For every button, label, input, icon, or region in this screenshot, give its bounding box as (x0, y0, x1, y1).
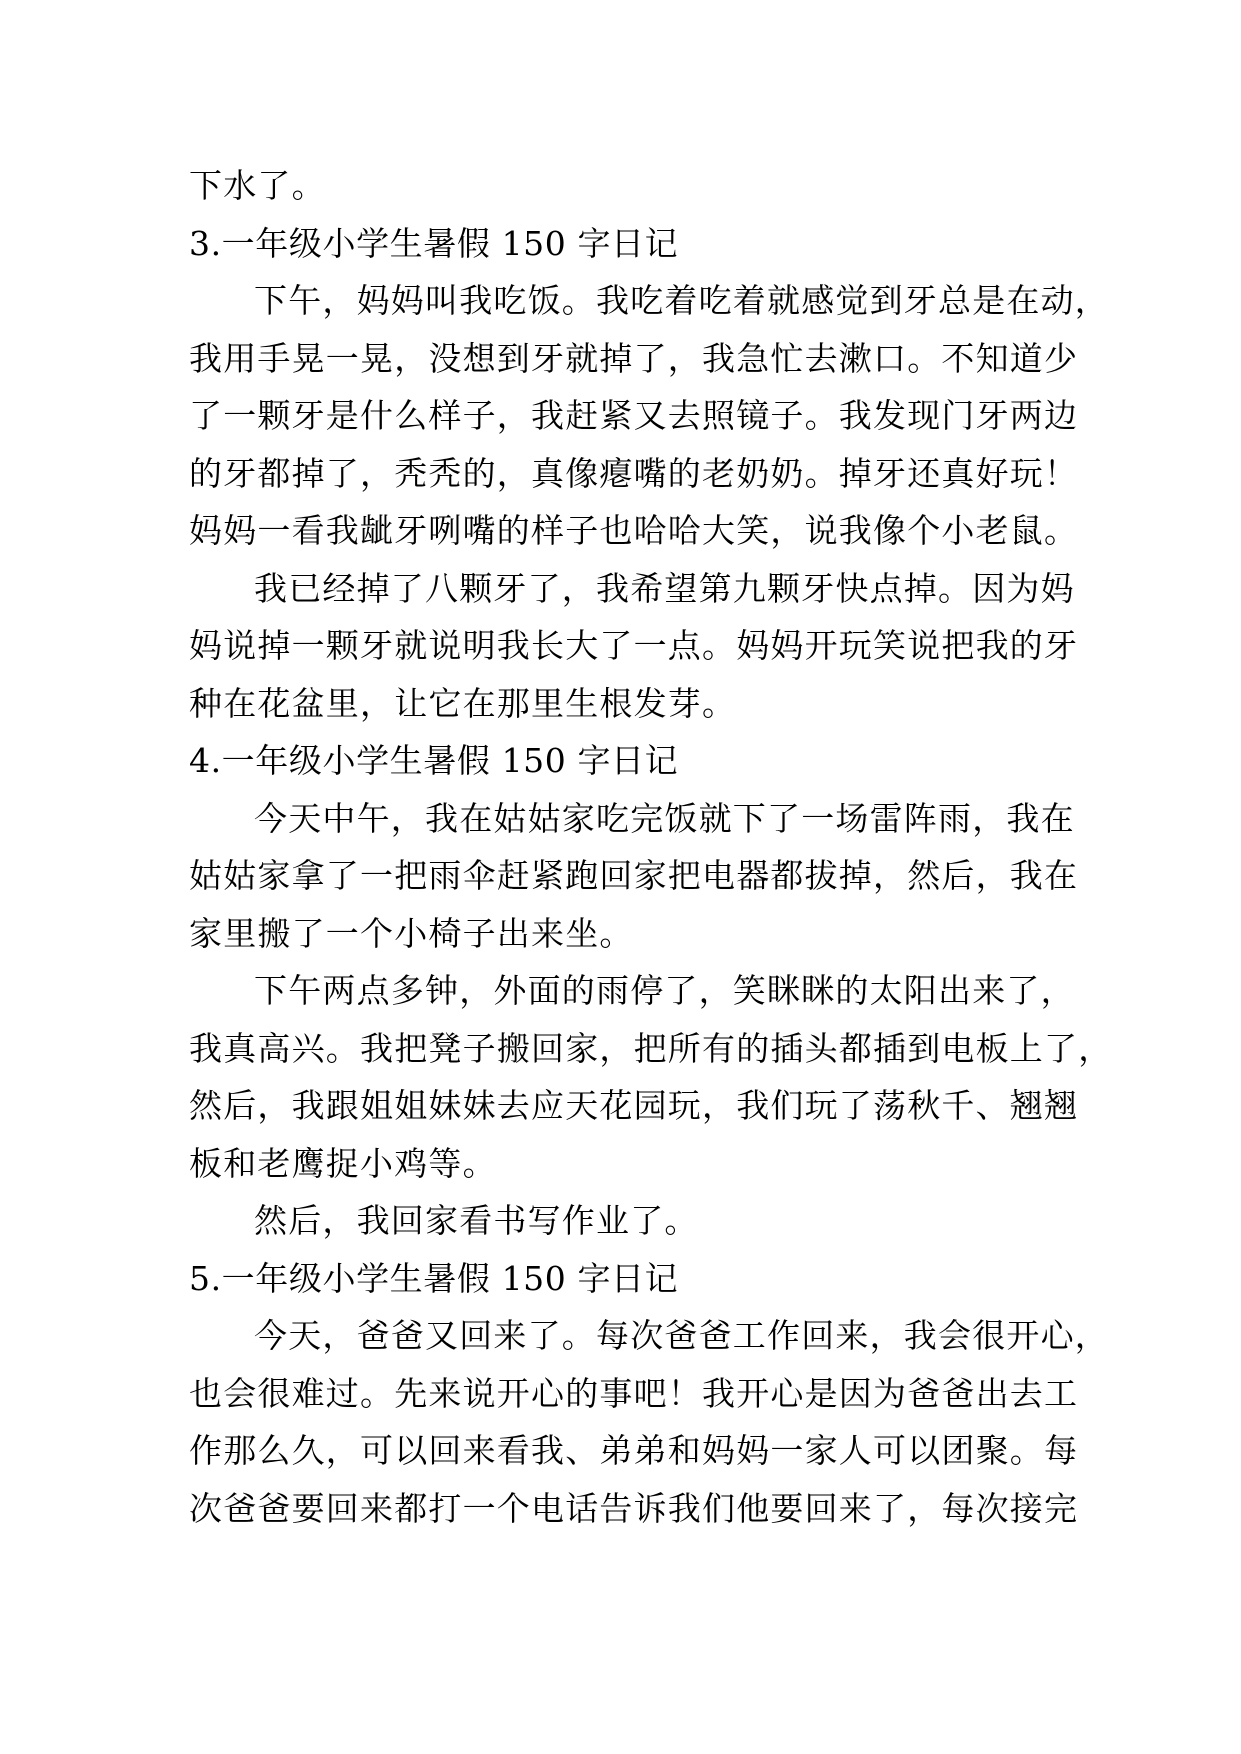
section-heading: 3.一年级小学生暑假 150 字日记 (189, 224, 679, 263)
section-heading: 5.一年级小学生暑假 150 字日记 (189, 1259, 679, 1298)
paragraph-line: 了一颗牙是什么样子，我赶紧又去照镜子。我发现门牙两边 (189, 396, 1079, 435)
paragraph-line: 次爸爸要回来都打一个电话告诉我们他要回来了，每次接完 (189, 1489, 1079, 1528)
paragraph-line: 妈说掉一颗牙就说明我长大了一点。妈妈开玩笑说把我的牙 (189, 626, 1079, 665)
paragraph-line: 作那么久，可以回来看我、弟弟和妈妈一家人可以团聚。每 (189, 1431, 1079, 1470)
paragraph-line: 今天，爸爸又回来了。每次爸爸工作回来，我会很开心， (254, 1316, 1109, 1355)
paragraph-line: 然后，我跟姐姐妹妹去应天花园玩，我们玩了荡秋千、翘翘 (189, 1086, 1079, 1125)
paragraph-line: 我用手晃一晃，没想到牙就掉了，我急忙去漱口。不知道少 (189, 339, 1079, 378)
paragraph-line: 然后，我回家看书写作业了。 (254, 1201, 699, 1240)
paragraph-line: 今天中午，我在姑姑家吃完饭就下了一场雷阵雨，我在 (254, 799, 1075, 838)
paragraph-line: 我已经掉了八颗牙了，我希望第九颗牙快点掉。因为妈 (254, 569, 1075, 608)
section-heading: 4.一年级小学生暑假 150 字日记 (189, 741, 679, 780)
paragraph-line: 我真高兴。我把凳子搬回家，把所有的插头都插到电板上了， (189, 1029, 1113, 1068)
paragraph-line: 家里搬了一个小椅子出来坐。 (189, 914, 634, 953)
paragraph-line: 下水了。 (189, 166, 326, 205)
paragraph-line: 下午，妈妈叫我吃饭。我吃着吃着就感觉到牙总是在动， (254, 281, 1109, 320)
paragraph-line: 板和老鹰捉小鸡等。 (189, 1144, 497, 1183)
paragraph-line: 妈妈一看我龇牙咧嘴的样子也哈哈大笑，说我像个小老鼠。 (189, 511, 1079, 550)
paragraph-line: 下午两点多钟，外面的雨停了，笑眯眯的太阳出来了， (254, 971, 1075, 1010)
paragraph-line: 姑姑家拿了一把雨伞赶紧跑回家把电器都拔掉，然后，我在 (189, 856, 1079, 895)
paragraph-line: 也会很难过。先来说开心的事吧！我开心是因为爸爸出去工 (189, 1374, 1079, 1413)
paragraph-line: 种在花盆里，让它在那里生根发芽。 (189, 684, 737, 723)
paragraph-line: 的牙都掉了，秃秃的，真像瘪嘴的老奶奶。掉牙还真好玩！ (189, 454, 1079, 493)
